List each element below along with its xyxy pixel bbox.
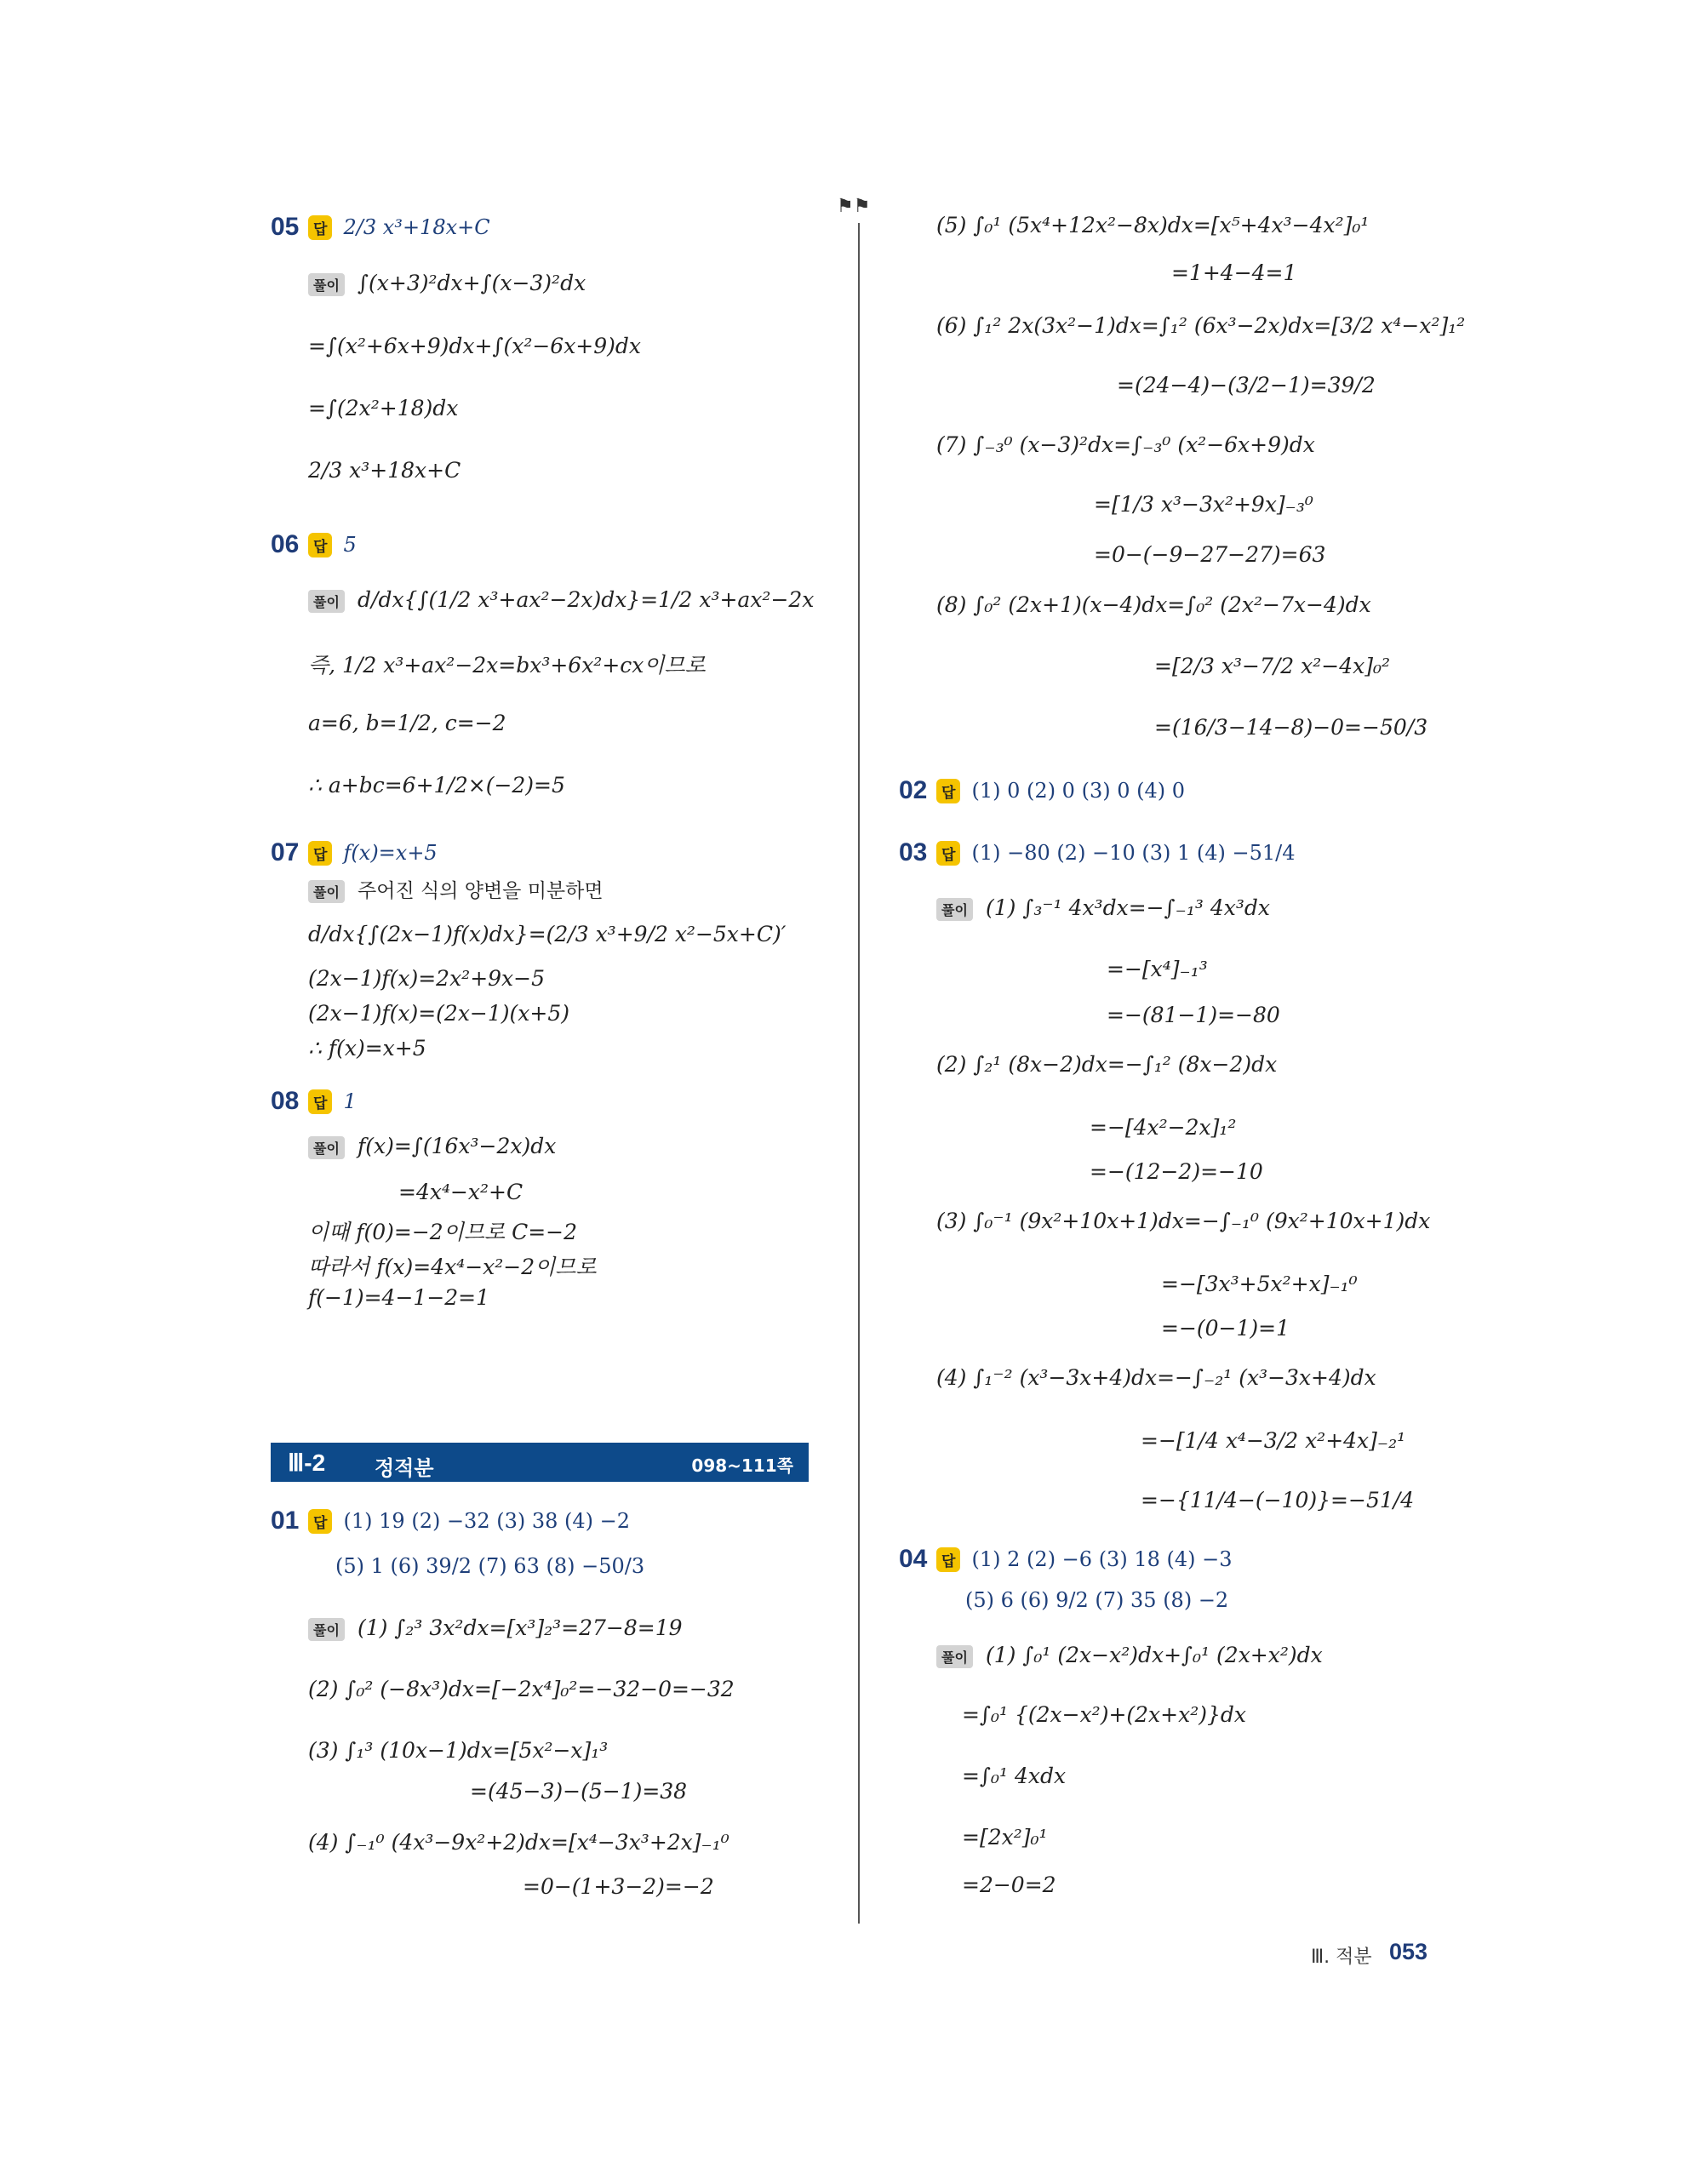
problem-01-cont-line-5b: =1+4−4=1 <box>1171 260 1297 285</box>
problem-03-solution-line-5: =−[4x²−2x]₁² <box>1090 1115 1237 1140</box>
problem-05-solution-line-4: 2/3 x³+18x+C <box>308 458 461 483</box>
answer-tag: 답 <box>308 215 332 240</box>
problem-02-answer-row <box>936 779 1185 803</box>
problem-03-solution-line-8: =−[3x³+5x²+x]₋₁⁰ <box>1161 1272 1358 1296</box>
problem-05-number: 05 <box>271 213 300 241</box>
solution-tag: 풀이 <box>308 880 345 903</box>
problem-01-cont-line-7b: =[1/3 x³−3x²+9x]₋₃⁰ <box>1094 492 1313 517</box>
problem-07-answer-row <box>308 841 438 866</box>
problem-07-solution-line-1: 풀이 주어진 식의 양변을 미분하면 <box>308 875 604 903</box>
problem-01-cont-line-8: (8) ∫₀² (2x+1)(x−4)dx=∫₀² (2x²−7x−4)dx <box>936 592 1371 617</box>
problem-03-solution-line-2: =−[x⁴]₋₁³ <box>1107 957 1208 981</box>
problem-01-solution-line-5: (4) ∫₋₁⁰ (4x³−9x²+2)dx=[x⁴−3x³+2x]₋₁⁰ <box>308 1830 729 1855</box>
answer-tag: 답 <box>936 779 960 803</box>
problem-08-solution-line-4: 따라서 f(x)=4x⁴−x²−2이므로 <box>308 1255 597 1279</box>
answer-tag: 답 <box>936 841 960 866</box>
problem-06-solution-line-4: ∴ a+bc=6+1/2×(−2)=5 <box>308 773 565 798</box>
problem-03-solution-line-1: 풀이 (1) ∫₃⁻¹ 4x³dx=−∫₋₁³ 4x³dx <box>936 895 1270 921</box>
problem-01-cont-line-8c: =(16/3−14−8)−0=−50/3 <box>1154 715 1428 740</box>
solution-tag: 풀이 <box>308 273 345 296</box>
problem-08-answer: 1 <box>343 1089 357 1113</box>
section-header-bar <box>271 1443 809 1482</box>
problem-07-answer: f(x)=x+5 <box>343 841 438 865</box>
footer-chapter: Ⅲ. 적분 <box>1311 1947 1372 1968</box>
problem-02-number: 02 <box>899 776 928 804</box>
problem-07-number: 07 <box>271 838 300 866</box>
problem-05-answer-row <box>308 215 490 240</box>
problem-03-solution-line-4: (2) ∫₂¹ (8x−2)dx=−∫₁² (8x−2)dx <box>936 1052 1278 1077</box>
problem-05-solution-line-3: =∫(2x²+18)dx <box>308 396 459 420</box>
problem-08-answer-row <box>308 1089 357 1114</box>
problem-03-solution-line-12: =−{11/4−(−10)}=−51/4 <box>1141 1488 1415 1512</box>
problem-03-answer: (1) −80 (2) −10 (3) 1 (4) −51/4 <box>971 841 1296 865</box>
problem-03-solution-line-9: =−(0−1)=1 <box>1161 1316 1290 1341</box>
problem-01-solution-line-4: =(45−3)−(5−1)=38 <box>470 1779 688 1804</box>
problem-01-cont-line-7: (7) ∫₋₃⁰ (x−3)²dx=∫₋₃⁰ (x²−6x+9)dx <box>936 432 1315 457</box>
problem-07-solution-line-2: d/dx{∫(2x−1)f(x)dx}=(2/3 x³+9/2 x²−5x+C)′ <box>308 922 787 946</box>
problem-01-cont-line-8b: =[2/3 x³−7/2 x²−4x]₀² <box>1154 654 1391 678</box>
section-code: Ⅲ-2 <box>288 1449 326 1476</box>
problem-06-number: 06 <box>271 530 300 558</box>
problem-04-number: 04 <box>899 1545 928 1573</box>
problem-01-solution-line-6: =0−(1+3−2)=−2 <box>523 1874 714 1899</box>
problem-02-answer: (1) 0 (2) 0 (3) 0 (4) 0 <box>971 779 1185 803</box>
problem-05-answer: 2/3 x³+18x+C <box>343 215 490 239</box>
solution-tag: 풀이 <box>308 1618 345 1641</box>
problem-03-solution-line-7: (3) ∫₀⁻¹ (9x²+10x+1)dx=−∫₋₁⁰ (9x²+10x+1)dx <box>936 1209 1431 1233</box>
problem-01-solution-line-3: (3) ∫₁³ (10x−1)dx=[5x²−x]₁³ <box>308 1738 609 1763</box>
problem-06-solution-line-1: 풀이 d/dx{∫(1/2 x³+ax²−2x)dx}=1/2 x³+ax²−2x <box>308 587 814 613</box>
answer-tag: 답 <box>936 1547 960 1572</box>
problem-01-cont-line-5: (5) ∫₀¹ (5x⁴+12x²−8x)dx=[x⁵+4x³−4x²]₀¹ <box>936 213 1370 237</box>
problem-04-solution-line-1: 풀이 (1) ∫₀¹ (2x−x²)dx+∫₀¹ (2x+x²)dx <box>936 1643 1323 1668</box>
problem-03-solution-line-10: (4) ∫₁⁻² (x³−3x+4)dx=−∫₋₂¹ (x³−3x+4)dx <box>936 1365 1376 1390</box>
footer-page-number: 053 <box>1389 1939 1428 1964</box>
problem-03-solution-line-3: =−(81−1)=−80 <box>1107 1003 1280 1027</box>
problem-01-answers-1: (1) 19 (2) −32 (3) 38 (4) −2 <box>343 1509 631 1533</box>
problem-08-solution-line-2: =4x⁴−x²+C <box>398 1180 523 1204</box>
answer-tag: 답 <box>308 1509 332 1534</box>
problem-01-cont-line-6: (6) ∫₁² 2x(3x²−1)dx=∫₁² (6x³−2x)dx=[3/2 x⁴−x²]₁² <box>936 313 1466 338</box>
problem-01-answers-2: (5) 1 (6) 39/2 (7) 63 (8) −50/3 <box>335 1554 645 1578</box>
problem-04-solution-line-5: =2−0=2 <box>962 1872 1056 1897</box>
problem-04-solution-line-2: =∫₀¹ {(2x−x²)+(2x+x²)}dx <box>962 1702 1246 1727</box>
problem-08-solution-line-5: f(−1)=4−1−2=1 <box>308 1285 490 1310</box>
problem-01-number: 01 <box>271 1507 300 1535</box>
problem-01-solution-line-2: (2) ∫₀² (−8x³)dx=[−2x⁴]₀²=−32−0=−32 <box>308 1677 735 1701</box>
problem-03-number: 03 <box>899 838 928 866</box>
problem-03-solution-line-11: =−[1/4 x⁴−3/2 x²+4x]₋₂¹ <box>1141 1428 1406 1453</box>
problem-05-solution-line-2: =∫(x²+6x+9)dx+∫(x²−6x+9)dx <box>308 334 642 358</box>
section-pages: 098~111쪽 <box>691 1455 793 1476</box>
problem-08-solution-line-1: 풀이 f(x)=∫(16x³−2x)dx <box>308 1134 556 1159</box>
column-divider <box>858 223 860 1924</box>
problem-04-solution-line-3: =∫₀¹ 4xdx <box>962 1764 1067 1788</box>
problem-06-solution-line-3: a=6, b=1/2, c=−2 <box>308 711 506 735</box>
answer-tag: 답 <box>308 533 332 557</box>
problem-06-answer-row <box>308 533 357 557</box>
answer-tag: 답 <box>308 1089 332 1114</box>
problem-01-solution-line-1: 풀이 (1) ∫₂³ 3x²dx=[x³]₂³=27−8=19 <box>308 1615 683 1641</box>
problem-07-solution-line-3: (2x−1)f(x)=2x²+9x−5 <box>308 966 546 991</box>
problem-07-solution-line-4: (2x−1)f(x)=(2x−1)(x+5) <box>308 1001 569 1026</box>
answer-tag: 답 <box>308 841 332 866</box>
problem-08-number: 08 <box>271 1087 300 1115</box>
solution-tag: 풀이 <box>308 590 345 613</box>
problem-01-cont-line-6b: =(24−4)−(3/2−1)=39/2 <box>1117 373 1376 397</box>
problem-03-answer-row <box>936 841 1296 866</box>
problem-04-answers-1: (1) 2 (2) −6 (3) 18 (4) −3 <box>971 1547 1233 1571</box>
divider-ornament-icon: ⚑⚑ <box>837 196 871 217</box>
problem-07-solution-line-5: ∴ f(x)=x+5 <box>308 1036 426 1061</box>
solution-tag: 풀이 <box>936 1645 973 1668</box>
problem-01-cont-line-7c: =0−(−9−27−27)=63 <box>1094 542 1326 567</box>
problem-06-answer: 5 <box>343 533 357 557</box>
problem-05-solution-line-1: 풀이 ∫(x+3)²dx+∫(x−3)²dx <box>308 271 586 296</box>
problem-04-answer-row-1 <box>936 1547 1232 1572</box>
problem-01-answer-row-1 <box>308 1509 630 1534</box>
section-title: 정적분 <box>375 1456 434 1480</box>
solution-tag: 풀이 <box>308 1136 345 1159</box>
problem-08-solution-line-3: 이때 f(0)=−2이므로 C=−2 <box>308 1220 578 1244</box>
problem-04-solution-line-4: =[2x²]₀¹ <box>962 1825 1048 1850</box>
problem-06-solution-line-2: 즉, 1/2 x³+ax²−2x=bx³+6x²+cx이므로 <box>308 653 706 677</box>
solution-tag: 풀이 <box>936 898 973 921</box>
problem-04-answers-2: (5) 6 (6) 9/2 (7) 35 (8) −2 <box>965 1588 1229 1612</box>
problem-03-solution-line-6: =−(12−2)=−10 <box>1090 1159 1263 1184</box>
